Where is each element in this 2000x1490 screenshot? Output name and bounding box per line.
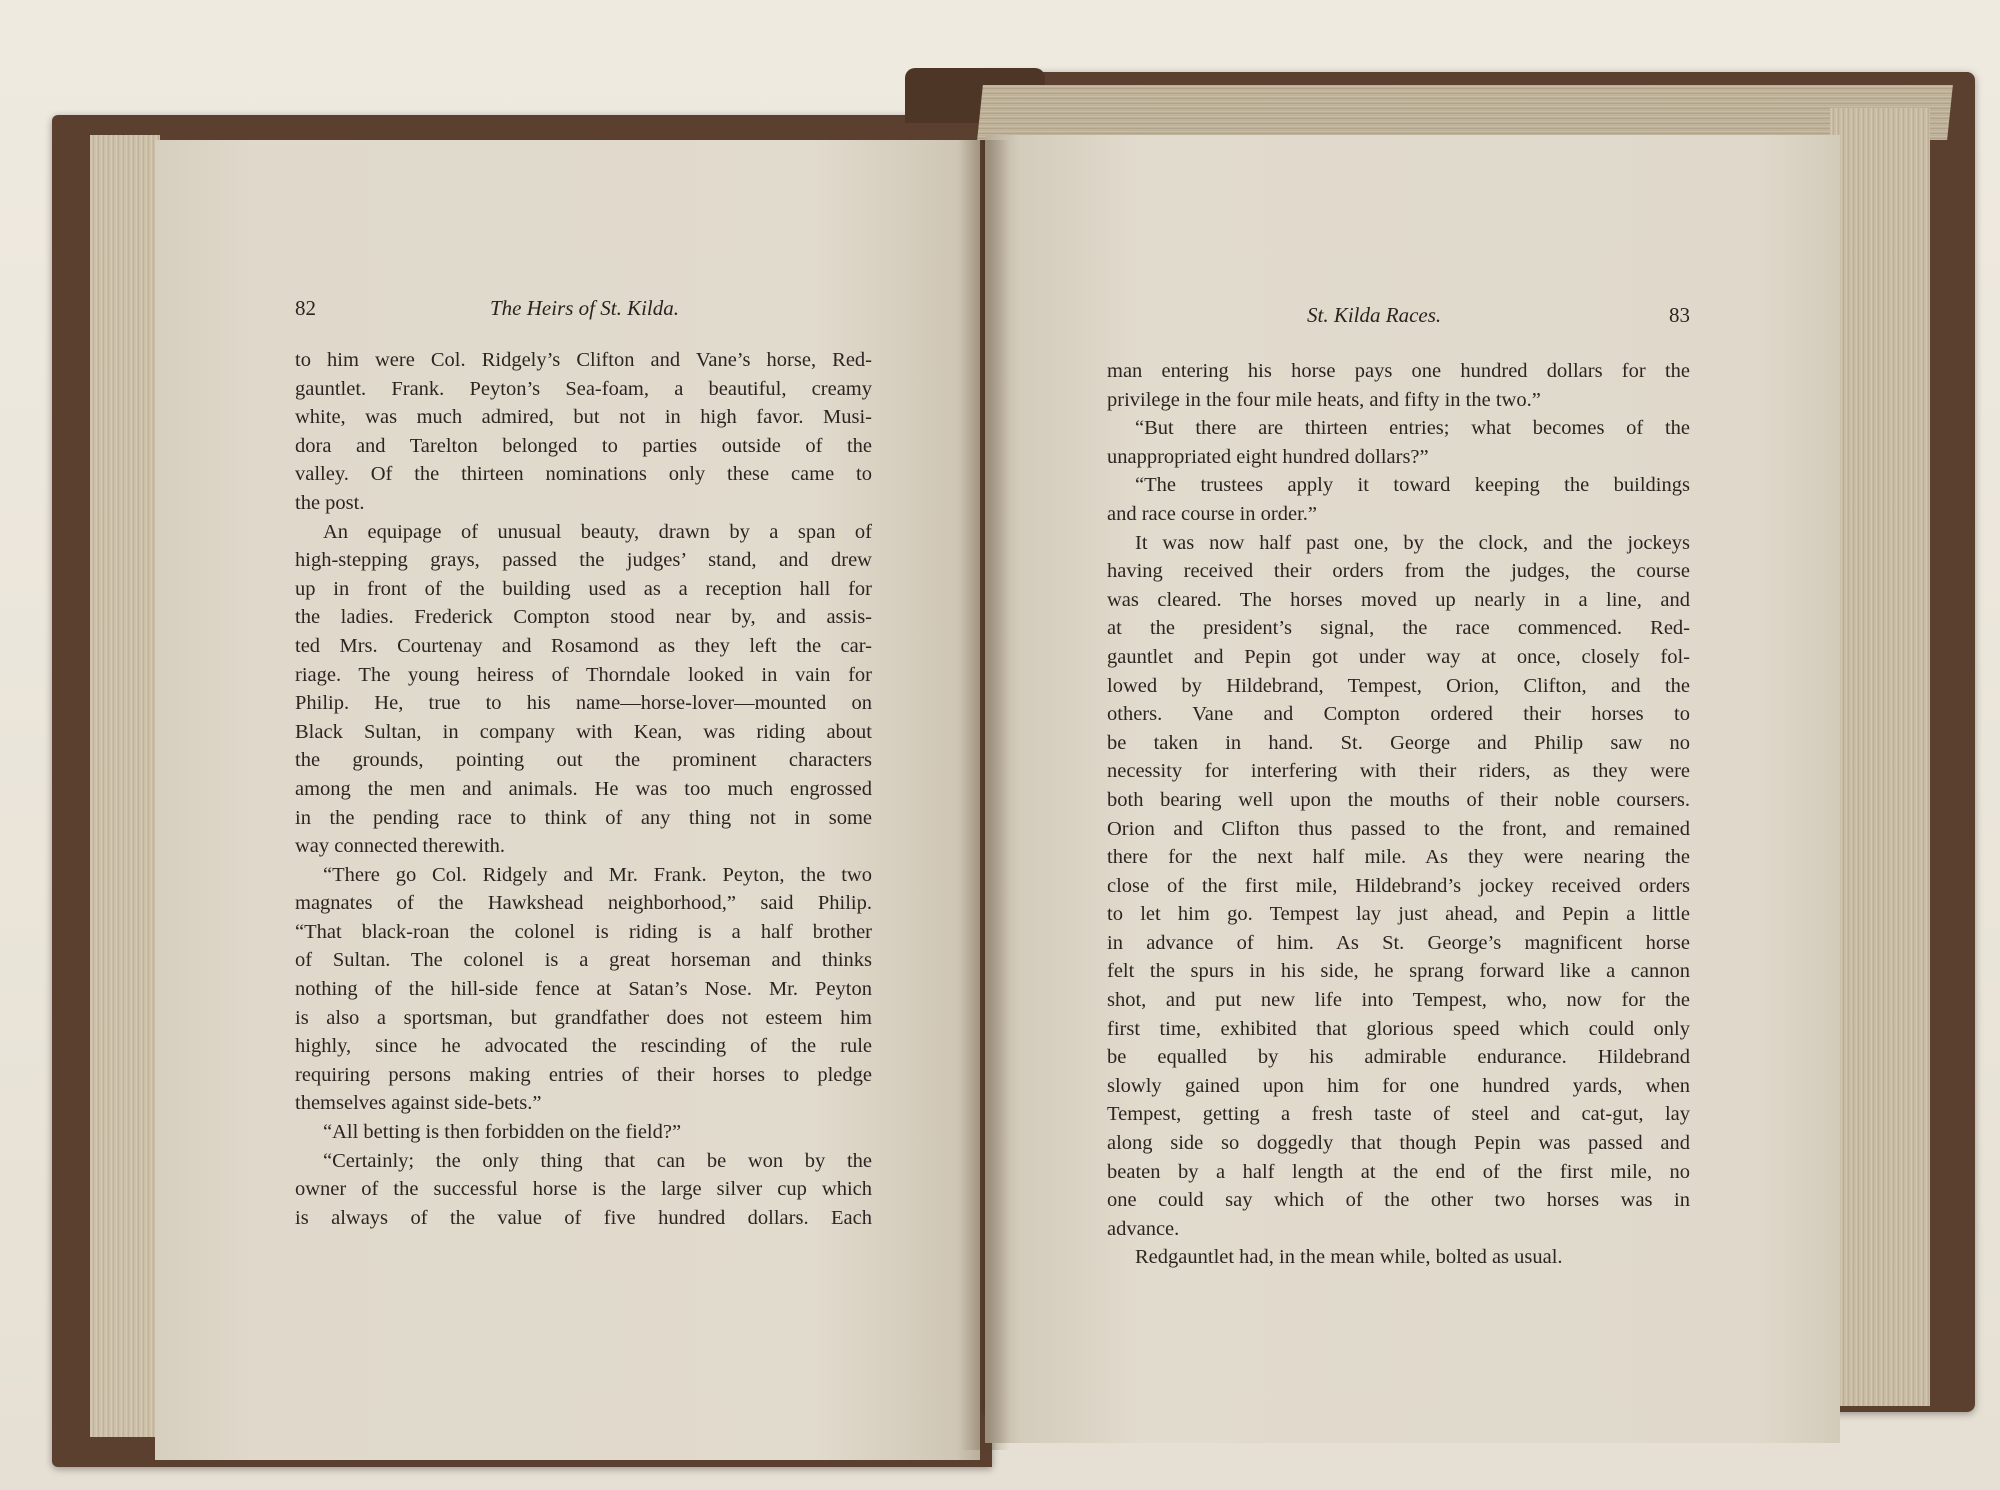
text-line: man entering his horse pays one hundred dollars for the <box>1107 360 1690 382</box>
text-line: requiring persons making entries of their horses to pledge <box>295 1063 872 1086</box>
text-line: among the men and animals. He was too much engrossed <box>295 777 872 800</box>
text-line: is also a sportsman, but grandfather does not esteem him <box>295 1006 872 1029</box>
text-line: lowed by Hildebrand, Tempest, Orion, Clifton, and the <box>1107 674 1690 697</box>
text-line: of Sultan. The colonel is a great horseman and thinks <box>295 949 872 972</box>
text-line: white, was much admired, but not in high favor. Musi- <box>295 406 872 429</box>
text-line: “The trustees apply it toward keeping the buildings <box>1135 474 1690 497</box>
text-line: magnates of the Hawkshead neighborhood,” said Philip. <box>295 892 872 915</box>
text-line: up in front of the building used as a reception hall for <box>295 577 872 600</box>
text-line: Tempest, getting a fresh taste of steel and cat-gut, lay <box>1107 1103 1690 1126</box>
left-page-number: 82 <box>295 296 316 320</box>
page-edges-top <box>977 85 1953 140</box>
text-line: be equalled by his admirable endurance. Hildebrand <box>1107 1046 1690 1069</box>
text-line: others. Vane and Compton ordered their horses to <box>1107 703 1690 726</box>
text-line: nothing of the hill-side fence at Satan’s Nose. Mr. Peyton <box>295 978 872 1001</box>
text-line: high-stepping grays, passed the judges’ stand, and drew <box>295 549 872 572</box>
right-running-title: St. Kilda Races. <box>1307 303 1442 327</box>
text-line: and race course in order.” <box>1107 502 1318 525</box>
text-line: It was now half past one, by the clock, and the jockeys <box>1135 531 1690 554</box>
page-edges-left <box>90 135 160 1437</box>
text-line: “That black-roan the colonel is riding is a half brother <box>295 920 872 943</box>
text-line: advance. <box>1107 1217 1180 1240</box>
text-line: “All betting is then forbidden on the field?” <box>323 1121 682 1144</box>
text-line: ted Mrs. Courtenay and Rosamond as they left the car- <box>295 634 872 657</box>
text-line: privilege in the four mile heats, and fifty in the two.” <box>1107 388 1541 411</box>
text-line: themselves against side-bets.” <box>295 1092 542 1115</box>
page-edges-right <box>1830 108 1930 1406</box>
text-line: both bearing well upon the mouths of their noble coursers. <box>1107 788 1690 811</box>
text-line: first time, exhibited that glorious speed which could only <box>1107 1017 1690 1040</box>
text-line: in the pending race to think of any thing not in some <box>295 806 872 829</box>
text-line: the ladies. Frederick Compton stood near by, and assis- <box>295 606 872 629</box>
text-line: owner of the successful horse is the large silver cup which <box>295 1178 872 1201</box>
text-line: to him were Col. Ridgely’s Clifton and Vane’s horse, Red- <box>295 349 872 371</box>
text-line: necessity for interfering with their riders, as they were <box>1107 760 1690 783</box>
text-line: way connected therewith. <box>295 835 506 858</box>
left-page <box>155 140 980 1460</box>
text-line: close of the first mile, Hildebrand’s jockey received orders <box>1107 874 1690 897</box>
text-line: is always of the value of five hundred dollars. Each <box>295 1206 872 1229</box>
text-line: “There go Col. Ridgely and Mr. Frank. Peyton, the two <box>323 863 872 886</box>
text-line: beaten by a half length at the end of the first mile, no <box>1107 1160 1690 1183</box>
left-text-block <box>295 346 872 1232</box>
text-line: dora and Tarelton belonged to parties outside of the <box>295 434 872 457</box>
text-line: An equipage of unusual beauty, drawn by a span of <box>323 520 872 543</box>
right-text-block <box>1107 357 1690 1272</box>
text-line: shot, and put new life into Tempest, who, now for the <box>1107 989 1690 1012</box>
text-line: Orion and Clifton thus passed to the front, and remained <box>1107 817 1690 840</box>
text-line: highly, since he advocated the rescinding of the rule <box>295 1035 872 1058</box>
text-line: riage. The young heiress of Thorndale looked in vain for <box>295 663 872 686</box>
text-line: “Certainly; the only thing that can be won by the <box>323 1149 872 1172</box>
text-line: to let him go. Tempest lay just ahead, and Pepin a little <box>1107 903 1690 926</box>
text-line: in advance of him. As St. George’s magnificent horse <box>1107 931 1690 954</box>
text-line: one could say which of the other two horses was in <box>1107 1189 1690 1212</box>
text-line: was cleared. The horses moved up nearly in a line, and <box>1107 588 1690 611</box>
text-line: valley. Of the thirteen nominations only these came to <box>295 463 872 486</box>
text-line: be taken in hand. St. George and Philip saw no <box>1107 731 1690 754</box>
book-gutter <box>960 140 1010 1450</box>
text-line: “But there are thirteen entries; what becomes of the <box>1135 417 1690 440</box>
text-line: having received their orders from the judges, the course <box>1107 560 1690 583</box>
left-running-title: The Heirs of St. Kilda. <box>490 296 680 320</box>
right-page-number: 83 <box>1669 303 1690 327</box>
text-line: gauntlet and Pepin got under way at once, closely fol- <box>1107 645 1690 668</box>
text-line: unappropriated eight hundred dollars?” <box>1107 445 1429 468</box>
text-line: slowly gained upon him for one hundred yards, when <box>1107 1074 1690 1097</box>
text-line: there for the next half mile. As they were nearing the <box>1107 846 1690 869</box>
text-line: felt the spurs in his side, he sprang forward like a cannon <box>1107 960 1690 983</box>
text-line: Redgauntlet had, in the mean while, bolted as usual. <box>1135 1246 1563 1269</box>
text-line: at the president’s signal, the race commenced. Red- <box>1107 617 1690 640</box>
text-line: the post. <box>295 491 365 514</box>
text-line: the grounds, pointing out the prominent characters <box>295 749 872 772</box>
right-page <box>985 135 1840 1443</box>
text-line: along side so doggedly that though Pepin was passed and <box>1107 1132 1690 1155</box>
text-line: Philip. He, true to his name—horse-lover—mounted on <box>295 692 872 715</box>
text-line: gauntlet. Frank. Peyton’s Sea-foam, a beautiful, creamy <box>295 377 872 400</box>
text-line: Black Sultan, in company with Kean, was riding about <box>295 720 872 743</box>
